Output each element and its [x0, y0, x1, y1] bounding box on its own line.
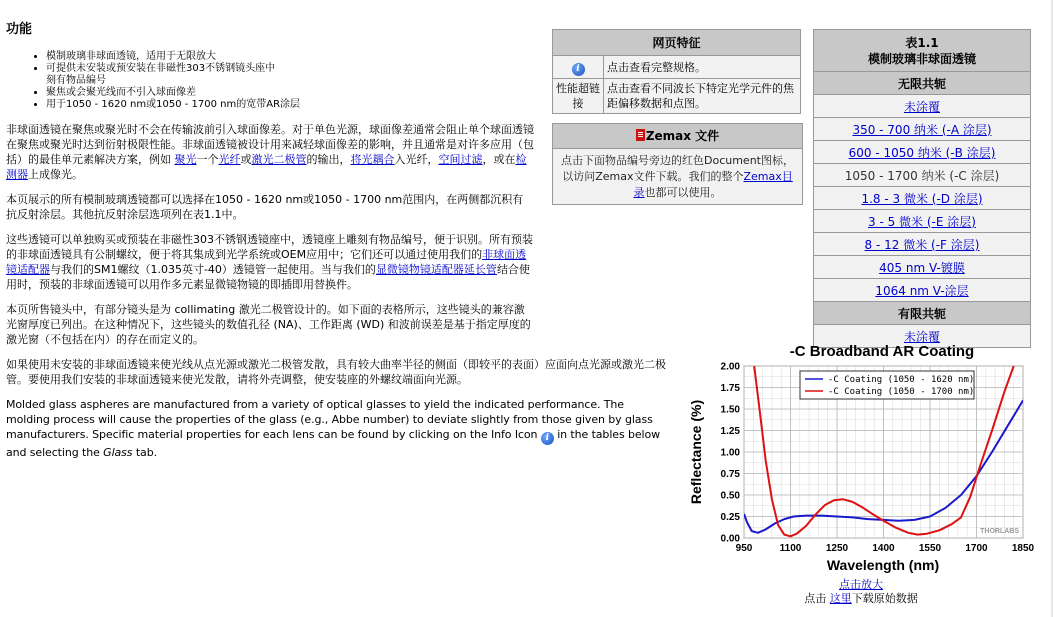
reflectance-chart[interactable]	[684, 340, 1034, 576]
info-icon[interactable]: i	[541, 432, 554, 445]
coating-link-finite-uncoated[interactable]: 未涂覆	[903, 329, 940, 344]
performance-description: 点击查看不同波长下特定光学元件的焦距偏移数据和点图。	[604, 79, 801, 114]
finite-conjugate-header: 有限共轭	[814, 302, 1031, 325]
fiber-link[interactable]: 光纤	[218, 153, 241, 166]
info-icon: i	[572, 63, 585, 76]
watermark-logo: THORLABS	[980, 528, 1019, 535]
chart-legend	[800, 371, 974, 399]
x-tick-label: 1850	[1011, 543, 1034, 554]
microscope-adapter-link[interactable]: 显微镜物镜适配器延长管	[375, 263, 497, 276]
x-tick-label: 1400	[872, 543, 895, 554]
detector-link[interactable]: 检测器	[6, 153, 527, 181]
x-axis-label: Wavelength (nm)	[826, 557, 940, 573]
zemax-box: Zemax 文件 点击下面物品编号旁边的红色Document图标，以访问Zemax文件下载。我们的整个Zemax目录也都可以使用。	[552, 123, 803, 205]
coating-table	[813, 29, 1031, 348]
features-list	[6, 51, 534, 111]
raw-data-link[interactable]: 这里	[829, 592, 852, 605]
x-tick-label: 1250	[825, 543, 849, 554]
couple-light-link[interactable]: 将光耦合	[350, 153, 395, 166]
table-title-line2: 模制玻璃非球面透镜	[867, 51, 976, 66]
coating-link-405[interactable]: 405 nm V-镀膜	[879, 260, 965, 275]
info-description: 点击查看完整规格。	[604, 56, 801, 79]
coating-paragraph: 本页展示的所有模制玻璃透镜都可以选择在1050 - 1620 nm或1050 - 1700 nm范围内，在两侧都沉积有抗反射涂层。其他抗反射涂层选项列在表1.1中。	[6, 193, 524, 221]
web-features-table	[552, 29, 801, 114]
spatial-filter-link[interactable]: 空间过滤	[438, 153, 483, 166]
focus-light-link[interactable]: 聚光	[174, 153, 197, 166]
y-tick-label: 1.50	[720, 404, 740, 416]
infinite-conjugate-header: 无限共轭	[814, 72, 1031, 95]
intro-paragraph: 非球面透镜在聚焦或聚光时不会在传输波前引入球面像差。对于单色光源，球面像差通常会阻止单个球面透镜在聚焦或聚光时达到衍射极限性能。非球面透镜被设计用来减轻球面像差的影响，并且通常是对许多应用（包括）的最佳单元素解决方案，例如 聚光一个光纤或激光二极管的输出，将光耦合入光纤，空间过滤，或在检测器上成像光。	[6, 123, 534, 181]
glass-paragraph: Molded glass aspheres are manufactured from a variety of optical glasses to yield the indicated performance. The molding process will cause the properties of the glass (e.g., Abbe number) to deviate slightly from those given by glass manufacturers. Specific material properties for each lens can be found by clicking on the Info Icon i in the tables below and selecting the Glass tab.	[6, 398, 661, 459]
x-tick-label: 950	[735, 543, 753, 554]
y-axis-label: Reflectance (%)	[688, 399, 704, 505]
web-features-header: 网页特征	[553, 30, 801, 56]
y-tick-label: 1.75	[720, 383, 740, 394]
asphere-adapter-link[interactable]: 非球面透镜适配器	[6, 248, 527, 276]
legend-label-2: -C Coating (1050 - 1700 nm)	[828, 387, 975, 397]
zoom-chart-link[interactable]: 点击放大	[839, 578, 883, 591]
y-tick-label: 2.00	[720, 361, 740, 373]
coating-link-1064[interactable]: 1064 nm V-涂层	[875, 283, 969, 298]
y-tick-label: 0.25	[720, 512, 740, 523]
feature-bullet: • 用于1050 - 1620 nm或1050 - 1700 nm的宽带AR涂层	[46, 99, 534, 111]
feature-bullet: • 模制玻璃非球面透镜，适用于无限放大	[46, 51, 534, 63]
feature-bullet: • 可提供未安装或预安装在非磁性303不锈钢镜头座中 刻有物品编号	[46, 63, 534, 87]
legend-label-1: -C Coating (1050 - 1620 nm)	[828, 375, 975, 385]
chart-title: -C Broadband AR Coating	[789, 343, 975, 360]
x-tick-label: 1550	[918, 543, 942, 554]
table-title-line1: 表1.1	[905, 35, 939, 50]
laser-diode-link[interactable]: 激光二极管	[251, 153, 307, 166]
x-tick-label: 1100	[779, 543, 802, 554]
coating-link-e[interactable]: 3 - 5 微米 (-E 涂层)	[868, 214, 976, 229]
coating-link-b[interactable]: 600 - 1050 纳米 (-B 涂层)	[848, 145, 996, 160]
features-heading: 功能	[6, 22, 33, 37]
chart-links: 点击放大 点击 这里下载原始数据	[804, 578, 918, 605]
performance-link-label: 性能超链接	[553, 79, 604, 114]
zemax-catalog-link[interactable]: Zemax目录	[633, 170, 793, 199]
mount-paragraph: 这些透镜可以单独购买或预装在非磁性303不锈钢透镜座中，透镜座上雕刻有物品编号，便于识别。所有预装的非球面透镜具有公制螺纹，便于将其集成到光学系统或OEM应用中；它们还可以通过使用我们的非球面透镜适配器与我们的SM1螺纹（1.035英寸-40）透镜管一起使用。当与我们的显微镜物镜适配器延长管结合使用时，预装的非球面透镜可以用作多元素显微镜物镜的即插即用替换件。	[6, 233, 533, 291]
y-tick-label: 1.00	[720, 447, 740, 459]
x-tick-label: 1700	[965, 543, 988, 554]
y-tick-label: 0.50	[720, 490, 740, 502]
diverge-paragraph: 如果使用未安装的非球面透镜来使光线从点光源或激光二极管发散，具有较大曲率半径的侧面（即较平的表面）应面向点光源或激光二极管。要使用我们安装的非球面透镜来使光发散，请将外壳调整，使安装座的外螺纹端面向光源。	[6, 358, 666, 386]
zemax-header: Zemax 文件	[645, 129, 720, 143]
coating-link-d[interactable]: 1.8 - 3 微米 (-D 涂层)	[861, 191, 983, 206]
y-tick-label: 0.75	[720, 469, 740, 480]
coating-link-uncoated[interactable]: 未涂覆	[903, 99, 940, 114]
y-tick-label: 0.00	[720, 533, 740, 545]
coating-link-f[interactable]: 8 - 12 微米 (-F 涂层)	[864, 237, 980, 252]
feature-bullet: • 聚焦或会聚光线而不引入球面像差	[46, 87, 534, 99]
coating-link-a[interactable]: 350 - 700 纳米 (-A 涂层)	[852, 122, 992, 137]
document-icon	[636, 129, 645, 141]
y-tick-label: 1.25	[720, 426, 740, 437]
coating-current-c: 1050 - 1700 纳米 (-C 涂层)	[814, 164, 1031, 187]
collimating-paragraph: 本页所售镜头中，有部分镜头是为 collimating 激光二极管设计的。如下面的表格所示，这些镜头的兼容激光窗厚度已列出。在这种情况下，这些镜头的数值孔径 (NA)、工作距离 (WD) 和波前误差是基于指定厚度的激光窗（不包括在内）的存在而定义的。	[6, 303, 531, 346]
